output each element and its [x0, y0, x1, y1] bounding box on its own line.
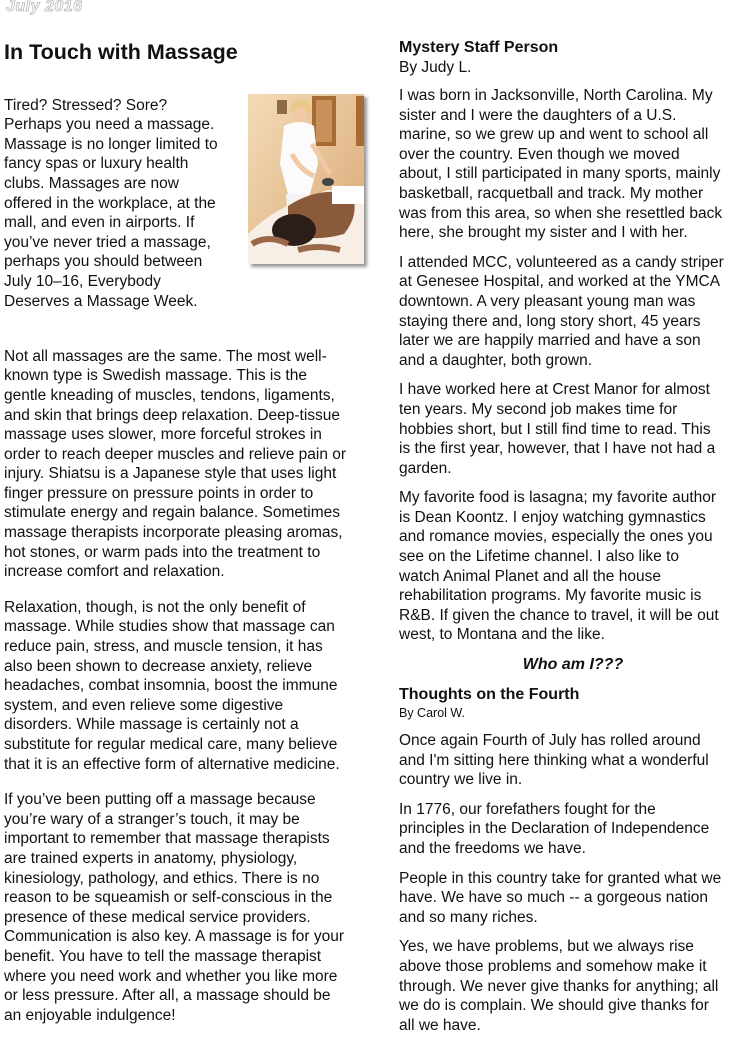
fourth-article-title: Thoughts on the Fourth — [399, 686, 580, 704]
mystery-article-title: Mystery Staff Person — [399, 39, 559, 56]
mystery-article-byline: By Judy L. — [399, 59, 472, 76]
mystery-paragraph: I was born in Jacksonville, North Carolina. My sister and I were the daughters of a U.S. marine, so we grew up and went to school all over the country. Even though we moved about, I still participated in many sports, mainly basketball, racquetball and track. My mother was from this area, so when she resettled back here, she brought my sister and I with her. — [399, 87, 723, 242]
mystery-closing-question: Who am I??? — [522, 656, 624, 674]
mystery-paragraph: I attended MCC, volunteered as a candy striper at Genesee Hospital, and worked at the YMCA downtown. A very pleasant young man was staying there and, long story short, 45 years later we are happily married and have a son and a daughter, both grown. — [399, 253, 724, 369]
newsletter-date: July 2016 — [6, 0, 83, 15]
massage-article-title: In Touch with Massage — [4, 40, 238, 64]
massage-paragraph: Not all massages are the same. The most well- known type is Swedish massage. This is the gentle kneading of muscles, tendons, ligaments, and skin that brings deep relaxation. Deep-tissue massage uses slower, more forceful strokes in order to reach deeper muscles and relieve pain or injury. Shiatsu is a Japanese style that uses light finger pressure on pressure points in order to stimulate energy and regain balance. Sometimes massage therapists incorporate pleasing aromas, hot stones, or warm pads into the treatment to increase comfort and relaxation. — [4, 347, 347, 581]
massage-article — [4, 38, 372, 1041]
fourth-paragraph: Yes, we have problems, but we always rise above those problems and somehow make it through. We never give thanks for anything; all we do is complain. We should give thanks for all we have. — [399, 938, 719, 1034]
fourth-paragraph: Once again Fourth of July has rolled around and I'm sitting here thinking what a wonderful country we live in. — [399, 732, 709, 789]
fourth-paragraph: In 1776, our forefathers fought for the principles in the Declaration of Independence and the freedoms we have. — [399, 800, 710, 857]
fourth-article-byline: By Carol W. — [399, 706, 465, 721]
mystery-paragraph: I have worked here at Crest Manor for almost ten years. My second job makes time for hobbies short, but I still find time to read. This is the first year, however, that I have not had a garden. — [399, 381, 716, 477]
fourth-paragraph: People in this country take for granted what we have. We have so much -- a gorgeous nation and so many riches. — [399, 869, 722, 926]
massage-photo-illustration — [248, 94, 364, 264]
massage-paragraph: Relaxation, though, is not the only benefit of massage. While studies show that massage can reduce pain, stress, and muscle tension, it has also been shown to decrease anxiety, relieve headaches, combat insomnia, boost the immune system, and even relieve some digestive disorders. While massage is certainly not a substitute for regular medical care, many believe that it is an effective form of alternative medicine. — [4, 598, 340, 773]
massage-paragraph: If you’ve been putting off a massage because you’re wary of a stranger’s touch, it may be important to remember that massage therapists are trained experts in anatomy, physiology, kinesiology, pathology, and ethics. There is no reason to be squeamish or self-conscious in the presence of these medical service providers. Communication is also key. A massage is for your benefit. You have to tell the massage therapist where you need work and whether you like more or less pressure. After all, a massage should be an enjoyable indulgence! — [4, 791, 344, 1024]
massage-photo — [248, 94, 364, 264]
mystery-paragraph: My favorite food is lasagna; my favorite author is Dean Koontz. I enjoy watching gymnastics and romance movies, especially the ones you see on the Lifetime channel. I also like to watch Animal Planet and all the house rehabilitation programs. My favorite music is R&B. If given the chance to travel, it will be out west, to Montana and the like. — [399, 489, 719, 644]
massage-intro-paragraph: Tired? Stressed? Sore? Perhaps you need a massage. Massage is no longer limited to fancy spas or luxury health clubs. Massages are now offered in the workplace, at the mall, and even in airports. If you’ve never tried a massage, perhaps you should between July 10–16, Everybody Deserves a Massage Week. — [4, 96, 218, 310]
right-column — [399, 38, 747, 1045]
mystery-staff-article — [399, 38, 747, 675]
fourth-of-july-article — [399, 685, 747, 1035]
